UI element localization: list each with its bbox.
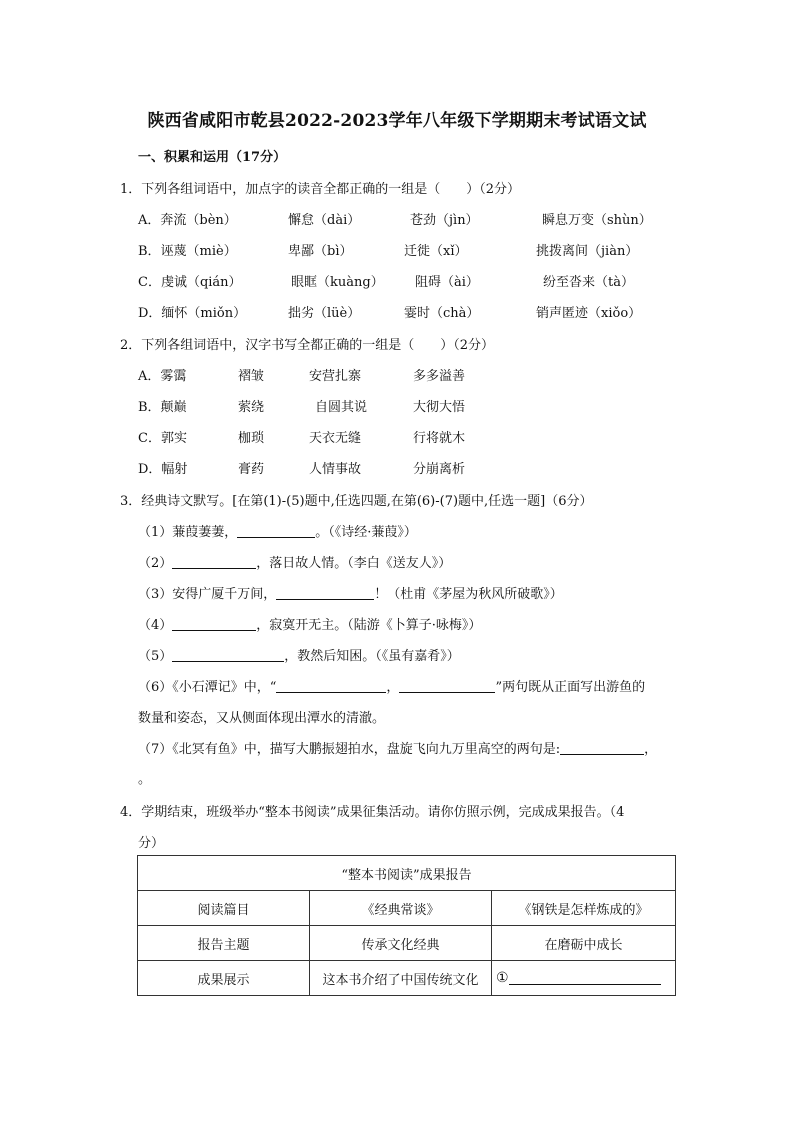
answer-blank[interactable] <box>399 678 495 693</box>
option-c-4: 纷至沓来（tà） <box>543 275 634 290</box>
option-b-4: 大彻大悟 <box>413 400 466 415</box>
dictation-line-1 <box>138 521 417 540</box>
option-a-2: 懈怠（dài） <box>288 213 361 228</box>
option-d-1: D．缅怀（miǒn） <box>138 306 247 321</box>
answer-blank[interactable] <box>509 970 661 985</box>
question-1-stem: 1．下列各组词语中，加点字的读音全都正确的一组是（ ）（2分） <box>120 182 521 197</box>
table-row <box>138 891 676 926</box>
table-row <box>138 926 676 961</box>
option-c-2: 枷琐 <box>238 431 265 446</box>
option-c-3: 阻碍（ài） <box>415 275 479 290</box>
option-b-4: 挑拨离间（jiàn） <box>536 244 639 259</box>
dictation-line-4 <box>138 614 481 633</box>
question-2-stem: 2．下列各组词语中，汉字书写全都正确的一组是（ ）（2分） <box>120 338 495 353</box>
option-a-4: 瞬息万变（shùn） <box>542 213 652 228</box>
line-text: （7）《北冥有鱼》中，描写大鹏振翅拍水，盘旋飞向九万里高空的两句是: <box>138 742 561 757</box>
dictation-line-5 <box>138 645 460 664</box>
line-text: ，教然后知困。（《虽有嘉肴》） <box>284 649 460 664</box>
option-a-1: A．奔流（bèn） <box>138 213 237 228</box>
option-a-3: 苍劲（jìn） <box>410 213 479 228</box>
report-table <box>137 855 676 996</box>
question-4-stem-cont: 分） <box>138 836 165 851</box>
dictation-line-3 <box>138 583 563 602</box>
dictation-line-6 <box>138 676 645 695</box>
option-b-2: 萦绕 <box>238 400 265 415</box>
answer-blank[interactable] <box>172 554 256 569</box>
dictation-line-7 <box>138 738 657 757</box>
answer-blank[interactable] <box>560 740 644 755</box>
circled-number: ① <box>496 970 509 986</box>
line-text: 。（《诗经·蒹葭》） <box>315 525 417 540</box>
line-text: （5） <box>138 649 173 664</box>
option-b-3: 自圆其说 <box>315 400 368 415</box>
option-c-3: 天衣无缝 <box>309 431 362 446</box>
line-text: （3）安得广厦千万间， <box>138 587 277 602</box>
line-text: ，寂寞开无主。（陆游《卜算子·咏梅》） <box>256 618 482 633</box>
line-text: 。 <box>138 772 152 787</box>
option-d-2: 拙劣（lüè） <box>288 306 361 321</box>
option-b-3: 迁徙（xǐ） <box>404 244 468 259</box>
option-b-1: B．诬蔑（miè） <box>138 244 237 259</box>
table-header: “整本书阅读”成果报告 <box>138 856 676 891</box>
line-text: ， <box>386 680 400 695</box>
answer-blank[interactable] <box>172 616 256 631</box>
dictation-line-2 <box>138 552 451 571</box>
option-d-3: 霎时（chà） <box>404 306 480 321</box>
table-header-row <box>138 856 676 891</box>
option-a-1: A．雾霭 <box>138 369 187 384</box>
table-cell: 报告主题 <box>138 926 310 961</box>
line-text: （6）《小石潭记》中，“ <box>138 680 277 695</box>
line-text: ”两句既从正面写出游鱼的 <box>495 680 646 695</box>
dictation-line-6-cont: 数量和姿态，又从侧面体现出潭水的清澈。 <box>138 711 386 726</box>
option-a-2: 褶皱 <box>238 369 265 384</box>
table-cell: 《经典常谈》 <box>310 891 492 926</box>
line-text: ，落日故人情。（李白《送友人》） <box>256 556 452 571</box>
table-row <box>138 961 676 996</box>
option-d-2: 膏药 <box>238 462 265 477</box>
line-text: （2） <box>138 556 173 571</box>
table-cell: 成果展示 <box>138 961 310 996</box>
option-c-1: C．郭实 <box>138 431 187 446</box>
answer-blank[interactable] <box>237 523 315 538</box>
option-d-3: 人情事故 <box>309 462 362 477</box>
option-d-4: 分崩离析 <box>413 462 466 477</box>
table-cell: 传承文化经典 <box>310 926 492 961</box>
line-text: ！（杜甫《茅屋为秋风所破歌》） <box>374 587 563 602</box>
option-b-2: 卑鄙（bì） <box>288 244 353 259</box>
table-cell: 《钢铁是怎样炼成的》 <box>492 891 676 926</box>
answer-cell[interactable] <box>492 961 676 996</box>
question-3-stem: 3．经典诗文默写。[在第(1)-(5)题中,任选四题,在第(6)-(7)题中,任选一题]（6分） <box>120 494 593 509</box>
option-c-4: 行将就木 <box>413 431 466 446</box>
option-c-2: 眼眶（kuàng） <box>291 275 384 290</box>
option-a-4: 多多溢善 <box>413 369 466 384</box>
option-b-1: B．颠巅 <box>138 400 187 415</box>
answer-blank[interactable] <box>276 678 386 693</box>
table-cell: 在磨砺中成长 <box>492 926 676 961</box>
line-text: （1）蒹葭萋萋， <box>138 525 238 540</box>
section-heading: 一、积累和运用（17分） <box>138 150 287 165</box>
page-title: 陕西省咸阳市乾县2022-2023学年八年级下学期期末考试语文试 <box>147 111 647 131</box>
answer-blank[interactable] <box>172 647 284 662</box>
line-text: （4） <box>138 618 173 633</box>
line-text: ， <box>644 742 658 757</box>
table-cell: 阅读篇目 <box>138 891 310 926</box>
dictation-line-7-end <box>138 768 151 787</box>
table-cell: 这本书介绍了中国传统文化 <box>310 961 492 996</box>
option-a-3: 安营扎寨 <box>309 369 362 384</box>
question-4-stem: 4．学期结束，班级举办“整本书阅读”成果征集活动。请你仿照示例，完成成果报告。（4 <box>120 805 625 820</box>
option-c-1: C．虔诚（qián） <box>138 275 242 290</box>
option-d-1: D．幅射 <box>138 462 188 477</box>
option-d-4: 销声匿迹（xiǒo） <box>536 306 642 321</box>
answer-blank[interactable] <box>276 585 374 600</box>
